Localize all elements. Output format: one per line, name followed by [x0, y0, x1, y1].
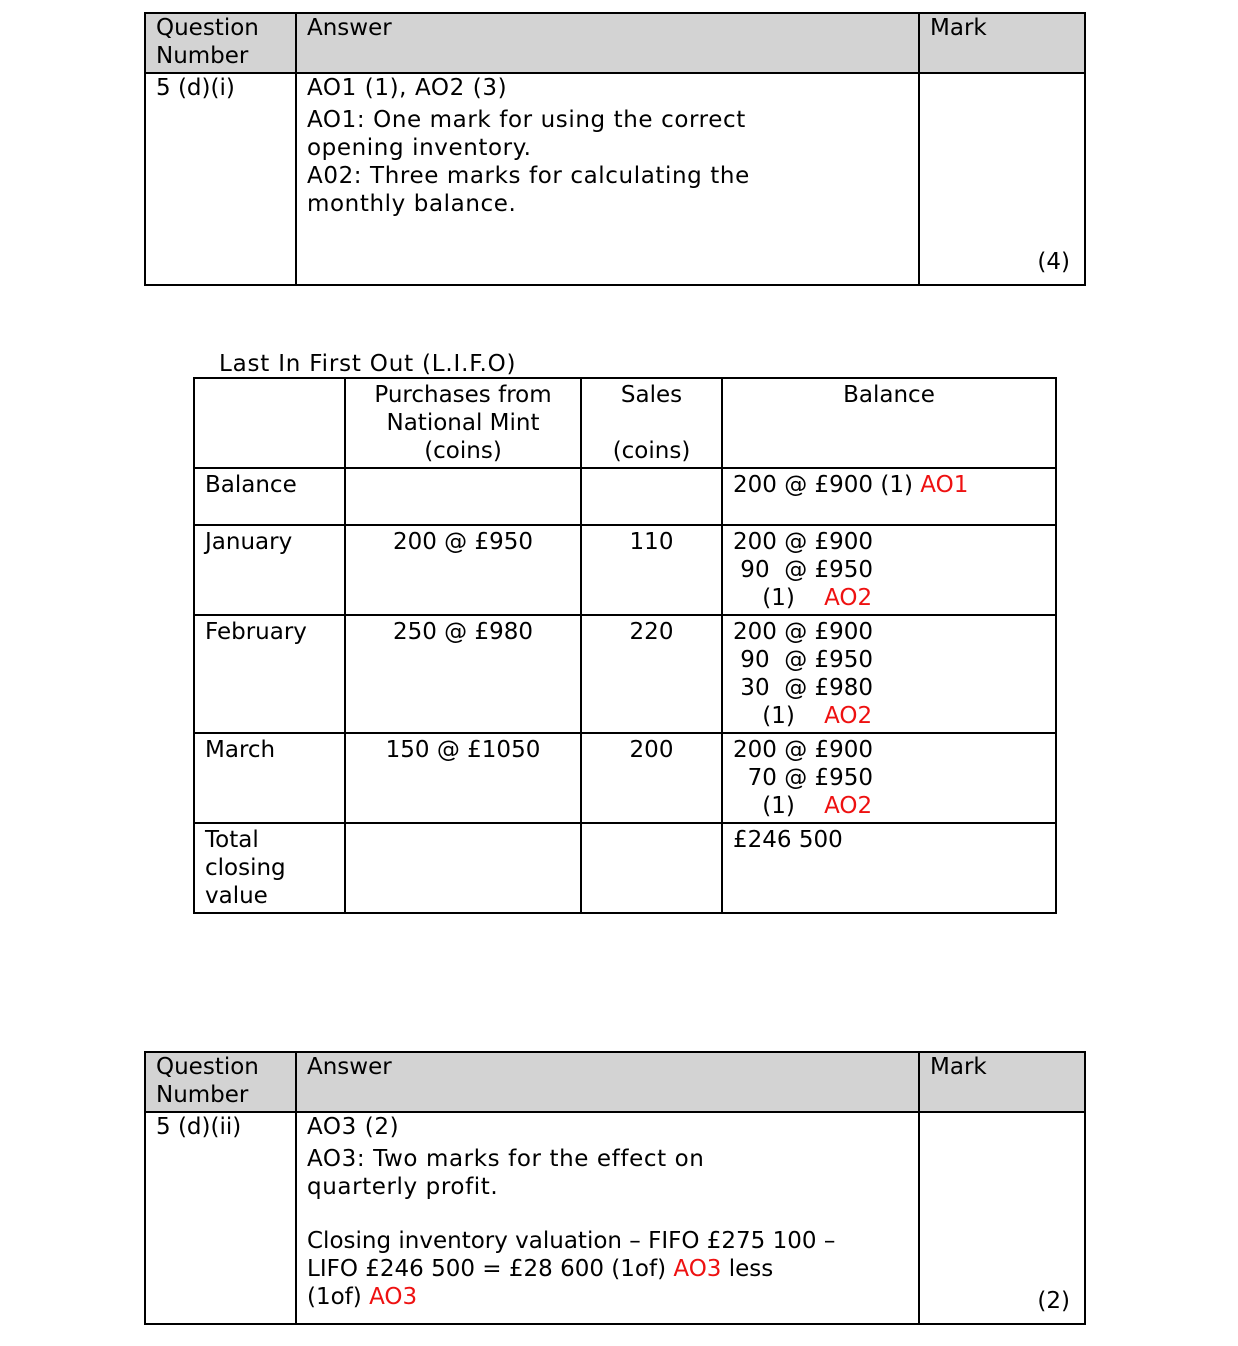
table-row [145, 1112, 1085, 1324]
ao-tag: AO2 [824, 703, 873, 729]
table-row [194, 733, 1056, 823]
mark-header: Mark [919, 1052, 1085, 1112]
mark-value: (2) [1037, 1288, 1070, 1314]
balance-line: 200 @ £900 [733, 529, 874, 555]
sales-header-spacer [592, 409, 711, 437]
closing-inventory-explanation [307, 1227, 908, 1311]
mark-header: Mark [919, 13, 1085, 73]
table-row [194, 468, 1056, 525]
sales-cell: 220 [581, 615, 722, 733]
mark-scheme-table-5dii [144, 1051, 1086, 1325]
balance-line: 90 @ £950 [733, 557, 874, 583]
balance-mark-line [733, 792, 1045, 820]
balance-line: 90 @ £950 [733, 647, 874, 673]
mark-scheme-table-5di [144, 12, 1086, 286]
row-label: January [194, 525, 345, 615]
lifo-header-blank [194, 378, 345, 468]
sales-header-line2: (coins) [612, 438, 691, 464]
purchases-header-line2: National Mint [386, 410, 540, 436]
closing-line2 [307, 1255, 908, 1283]
answer-cell [296, 1112, 919, 1324]
ao-tag: AO2 [824, 585, 873, 611]
table-row [194, 525, 1056, 615]
closing-line3-text: (1of) [307, 1284, 362, 1310]
mark-value: (4) [1037, 249, 1070, 275]
row-label: March [194, 733, 345, 823]
question-number: 5 (d)(i) [145, 73, 296, 285]
table-header-row [145, 1052, 1085, 1112]
row-label-line: value [205, 883, 268, 909]
sales-cell: 110 [581, 525, 722, 615]
lifo-title: Last In First Out (L.I.F.O) [219, 351, 517, 377]
lifo-table [193, 377, 1057, 914]
balance-mark: (1) [733, 793, 795, 819]
balance-header: Balance [722, 378, 1056, 468]
row-label-line: closing [205, 855, 286, 881]
lifo-header-row [194, 378, 1056, 468]
assessment-objectives: AO3 (2) [307, 1114, 400, 1140]
balance-line: 70 @ £950 [733, 765, 874, 791]
balance-mark-line [733, 584, 1045, 612]
ao-tag: AO1 [920, 472, 969, 498]
ao1-description-line2: opening inventory. [307, 135, 532, 161]
closing-line2-text: LIFO £246 500 = £28 600 (1of) [307, 1256, 667, 1282]
ao-tag: AO2 [824, 793, 873, 819]
ao2-description-line2: monthly balance. [307, 191, 517, 217]
balance-line: 200 @ £900 [733, 737, 874, 763]
mark-cell [919, 1112, 1085, 1324]
total-closing-value: £246 500 [733, 827, 843, 853]
question-number: 5 (d)(ii) [145, 1112, 296, 1324]
balance-mark: (1) [733, 703, 795, 729]
balance-cell [722, 823, 1056, 913]
ao3-description-line2: quarterly profit. [307, 1174, 499, 1200]
purchases-cell [345, 468, 581, 525]
row-label: February [194, 615, 345, 733]
balance-cell [722, 733, 1056, 823]
table-row [194, 615, 1056, 733]
sales-cell [581, 468, 722, 525]
assessment-objectives: AO1 (1), AO2 (3) [307, 75, 508, 101]
closing-line2-less: less [728, 1256, 774, 1282]
mark-cell [919, 73, 1085, 285]
row-label: Balance [194, 468, 345, 525]
table-row [145, 73, 1085, 285]
row-label-line: Total [205, 827, 259, 853]
ao-tag: AO3 [673, 1256, 722, 1282]
closing-line3 [307, 1283, 908, 1311]
purchases-header [345, 378, 581, 468]
purchases-cell: 150 @ £1050 [345, 733, 581, 823]
sales-cell [581, 823, 722, 913]
ao2-description-line1: A02: Three marks for calculating the [307, 163, 750, 189]
sales-cell: 200 [581, 733, 722, 823]
answer-cell [296, 73, 919, 285]
sales-header [581, 378, 722, 468]
ao1-description-line1: AO1: One mark for using the correct [307, 107, 746, 133]
balance-mark: (1) [733, 585, 795, 611]
balance-line: 200 @ £900 [733, 619, 874, 645]
ao-tag: AO3 [369, 1284, 418, 1310]
balance-cell [722, 525, 1056, 615]
balance-cell [722, 468, 1056, 525]
balance-cell [722, 615, 1056, 733]
purchases-cell: 200 @ £950 [345, 525, 581, 615]
table-header-row [145, 13, 1085, 73]
question-number-header: Question Number [145, 1052, 296, 1112]
row-label [194, 823, 345, 913]
purchases-cell: 250 @ £980 [345, 615, 581, 733]
balance-line: 30 @ £980 [733, 675, 874, 701]
balance-mark-line [733, 702, 1045, 730]
balance-line: 200 @ £900 (1) [733, 472, 913, 498]
answer-header: Answer [296, 1052, 919, 1112]
ao3-description-line1: AO3: Two marks for the effect on [307, 1146, 705, 1172]
purchases-header-line3: (coins) [424, 438, 502, 464]
answer-header: Answer [296, 13, 919, 73]
closing-line1: Closing inventory valuation – FIFO £275 100 – [307, 1228, 836, 1254]
table-row [194, 823, 1056, 913]
purchases-cell [345, 823, 581, 913]
question-number-header: Question Number [145, 13, 296, 73]
purchases-header-line1: Purchases from [374, 382, 552, 408]
sales-header-line1: Sales [620, 382, 683, 408]
